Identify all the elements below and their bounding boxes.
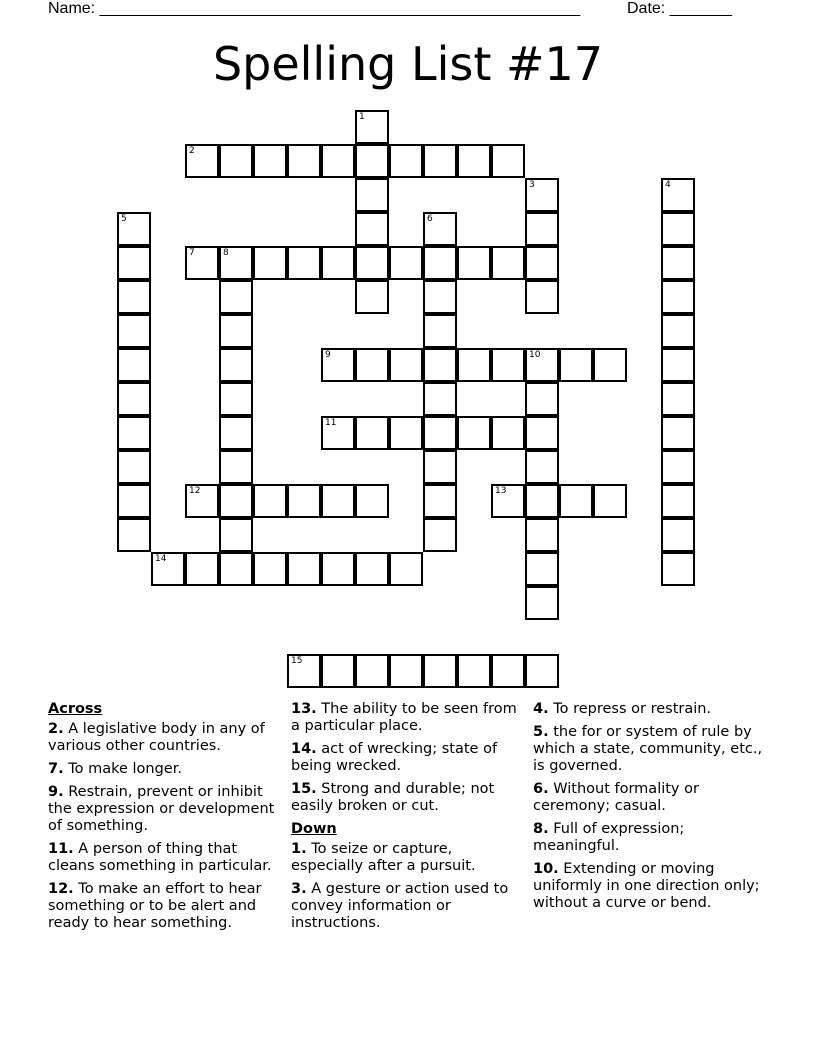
clue-item [291,841,527,875]
crossword-cell[interactable] [219,246,253,280]
crossword-cell[interactable] [423,450,457,484]
clue-text: Extending or moving uniformly in one direction only; without a curve or bend. [533,861,760,911]
crossword-cell[interactable] [117,518,151,552]
clue-number: 12. [48,881,74,897]
crossword-cell[interactable] [389,552,423,586]
crossword-cell[interactable] [321,416,355,450]
crossword-cell[interactable] [219,518,253,552]
clue-text: A person of thing that cleans something in particular. [48,841,272,874]
name-line: Name: ______________________________________________________ [48,0,581,17]
crossword-cell[interactable] [117,450,151,484]
clue-number: 13. [291,701,317,717]
crossword-cell[interactable] [661,416,695,450]
cell-number: 15 [291,656,303,666]
crossword-cell[interactable] [117,348,151,382]
crossword-cell[interactable] [253,552,287,586]
crossword-cell[interactable] [219,382,253,416]
clue-number: 5. [533,724,549,740]
crossword-cell[interactable] [661,382,695,416]
crossword-cell[interactable] [151,552,185,586]
cell-number: 5 [121,214,127,224]
clue-item [291,701,527,735]
clue-text: The ability to be seen from a particular place. [291,701,517,734]
clue-column-2 [291,701,527,938]
cell-number: 11 [325,418,337,428]
crossword-cell[interactable] [389,246,423,280]
clue-column-1 [48,701,284,938]
crossword-cell[interactable] [117,416,151,450]
crossword-cell[interactable] [457,654,491,688]
clue-item [533,701,769,718]
crossword-cell[interactable] [525,280,559,314]
crossword-cell[interactable] [423,484,457,518]
clue-heading: Across [48,701,103,717]
crossword-cell[interactable] [525,552,559,586]
crossword-cell[interactable] [117,280,151,314]
crossword-cell[interactable] [321,654,355,688]
crossword-cell[interactable] [491,348,525,382]
crossword-cell[interactable] [185,246,219,280]
cell-number: 7 [189,248,195,258]
cell-number: 1 [359,112,365,122]
crossword-cell[interactable] [355,280,389,314]
crossword-cell[interactable] [457,348,491,382]
crossword-cell[interactable] [219,280,253,314]
crossword-cell[interactable] [525,212,559,246]
cell-number: 9 [325,350,331,360]
clue-text: Full of expression; meaningful. [533,821,685,854]
clue-text: Strong and durable; not easily broken or cut. [291,781,495,814]
cell-number: 6 [427,214,433,224]
crossword-cell[interactable] [423,314,457,348]
crossword-cell[interactable] [219,484,253,518]
cell-number: 4 [665,180,671,190]
crossword-cell[interactable] [253,484,287,518]
clue-item [533,724,769,775]
crossword-cell[interactable] [355,552,389,586]
crossword-cell[interactable] [525,348,559,382]
crossword-cell[interactable] [321,552,355,586]
crossword-cell[interactable] [355,212,389,246]
crossword-cell[interactable] [219,450,253,484]
crossword-cell[interactable] [661,518,695,552]
clue-number: 2. [48,721,64,737]
crossword-cell[interactable] [117,484,151,518]
crossword-cell[interactable] [287,552,321,586]
crossword-cell[interactable] [423,246,457,280]
clue-number: 8. [533,821,549,837]
crossword-cell[interactable] [593,348,627,382]
clue-text: To make an effort to hear something or to be alert and ready to hear something. [48,881,262,931]
crossword-cell[interactable] [219,314,253,348]
crossword-cell[interactable] [593,484,627,518]
clue-heading: Down [291,821,337,837]
clue-text: Restrain, prevent or inhibit the expression or development of something. [48,784,275,834]
clue-number: 7. [48,761,64,777]
crossword-cell[interactable] [661,450,695,484]
clue-item [533,821,769,855]
clue-number: 14. [291,741,317,757]
crossword-cell[interactable] [423,416,457,450]
clue-item [533,781,769,815]
clue-text: act of wrecking; state of being wrecked. [291,741,498,774]
crossword-cell[interactable] [185,144,219,178]
crossword-cell[interactable] [661,178,695,212]
clue-item [48,721,284,755]
crossword-cell[interactable] [457,144,491,178]
crossword-cell[interactable] [525,450,559,484]
crossword-cell[interactable] [219,552,253,586]
crossword-cell[interactable] [321,484,355,518]
cell-number: 2 [189,146,195,156]
crossword-cell[interactable] [287,484,321,518]
cell-number: 14 [155,554,167,564]
crossword-cell[interactable] [321,348,355,382]
clue-number: 15. [291,781,317,797]
clue-item [48,881,284,932]
crossword-cell[interactable] [423,348,457,382]
crossword-cell[interactable] [525,484,559,518]
crossword-cell[interactable] [525,518,559,552]
crossword-cell[interactable] [661,280,695,314]
crossword-cell[interactable] [321,144,355,178]
crossword-cell[interactable] [525,246,559,280]
crossword-cell[interactable] [287,144,321,178]
crossword-cell[interactable] [491,246,525,280]
clue-item [291,741,527,775]
crossword-cell[interactable] [661,314,695,348]
crossword-cell[interactable] [525,654,559,688]
crossword-cell[interactable] [287,654,321,688]
crossword-cell[interactable] [661,348,695,382]
crossword-cell[interactable] [661,552,695,586]
crossword-cell[interactable] [355,654,389,688]
clue-column-3 [533,701,769,918]
clue-number: 10. [533,861,559,877]
crossword-cell[interactable] [355,484,389,518]
crossword-cell[interactable] [491,484,525,518]
crossword-cell[interactable] [661,246,695,280]
page-title: Spelling List #17 [212,37,604,91]
crossword-cell[interactable] [389,144,423,178]
crossword-cell[interactable] [185,484,219,518]
cell-number: 8 [223,248,229,258]
crossword-cell[interactable] [423,518,457,552]
crossword-cell[interactable] [423,382,457,416]
crossword-cell[interactable] [117,212,151,246]
crossword-cell[interactable] [321,246,355,280]
crossword-cell[interactable] [355,246,389,280]
clue-item [48,784,284,835]
crossword-cell[interactable] [219,348,253,382]
crossword-cell[interactable] [423,144,457,178]
cell-number: 10 [529,350,541,360]
crossword-cell[interactable] [253,246,287,280]
clue-text: the for or system of rule by which a state, community, etc., is governed. [533,724,763,774]
crossword-cell[interactable] [389,654,423,688]
clue-item [48,761,284,778]
cell-number: 13 [495,486,507,496]
clue-number: 9. [48,784,64,800]
crossword-cell[interactable] [423,280,457,314]
crossword-cell[interactable] [661,212,695,246]
crossword-cell[interactable] [355,110,389,144]
crossword-cell[interactable] [389,348,423,382]
clue-number: 6. [533,781,549,797]
clue-number: 3. [291,881,307,897]
crossword-cell[interactable] [525,382,559,416]
crossword-cell[interactable] [423,654,457,688]
crossword-cell[interactable] [457,246,491,280]
crossword-cell[interactable] [661,484,695,518]
crossword-cell[interactable] [491,416,525,450]
crossword-cell[interactable] [559,484,593,518]
crossword-cell[interactable] [355,178,389,212]
clue-text: To make longer. [63,761,182,777]
clue-number: 4. [533,701,549,717]
cell-number: 3 [529,180,535,190]
clue-item [291,781,527,815]
crossword-cell[interactable] [457,416,491,450]
crossword-cell[interactable] [185,552,219,586]
crossword-cell[interactable] [559,348,593,382]
crossword-cell[interactable] [117,314,151,348]
clue-text: A gesture or action used to convey information or instructions. [291,881,509,931]
clue-text: A legislative body in any of various other countries. [48,721,265,754]
clue-text: To repress or restrain. [548,701,712,717]
crossword-cell[interactable] [525,416,559,450]
crossword-cell[interactable] [491,654,525,688]
crossword-cell[interactable] [117,382,151,416]
crossword-cell[interactable] [355,348,389,382]
clue-item [48,841,284,875]
clue-text: Without formality or ceremony; casual. [533,781,699,814]
cell-number: 12 [189,486,201,496]
crossword-cell[interactable] [355,144,389,178]
crossword-cell[interactable] [355,416,389,450]
crossword-cell[interactable] [525,586,559,620]
clue-number: 1. [291,841,307,857]
crossword-cell[interactable] [117,246,151,280]
date-line: Date: _______ [627,0,732,17]
crossword-cell[interactable] [423,212,457,246]
crossword-cell[interactable] [219,416,253,450]
clue-item [291,881,527,932]
clue-text: To seize or capture, especially after a pursuit. [291,841,476,874]
crossword-cell[interactable] [287,246,321,280]
clue-number: 11. [48,841,74,857]
crossword-cell[interactable] [253,144,287,178]
crossword-cell[interactable] [491,144,525,178]
clue-item [533,861,769,912]
crossword-cell[interactable] [219,144,253,178]
crossword-cell[interactable] [389,416,423,450]
crossword-cell[interactable] [525,178,559,212]
